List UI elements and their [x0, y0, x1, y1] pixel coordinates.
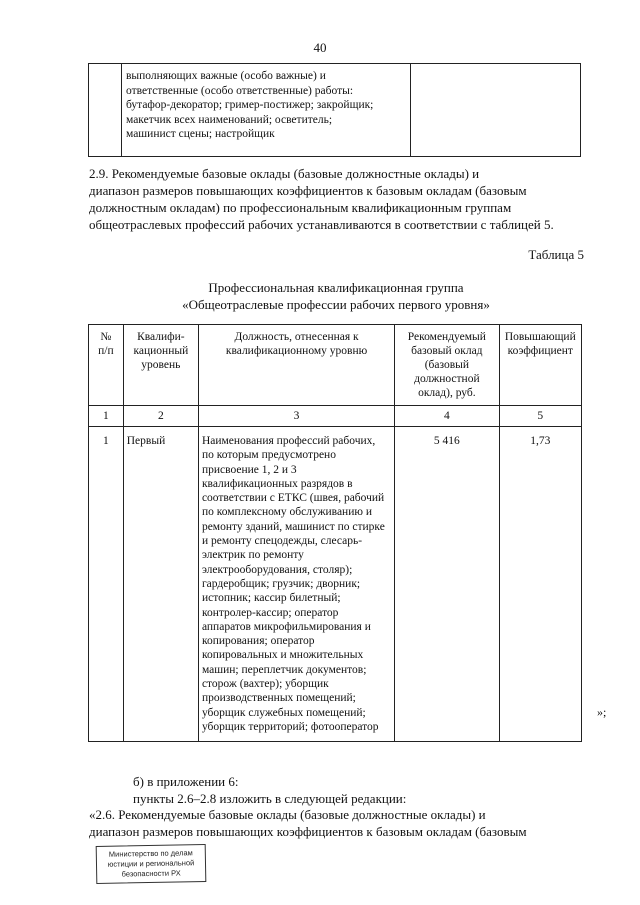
ministry-stamp: Министерство по делам юстиции и региональной безопасности РХ — [96, 844, 207, 884]
continued-row-text: выполняющих важные (особо важные) и ответственные (особо ответственные) работы: бутафор-декоратор; гример-постижер; закройщик; макетчик всех наименований; осветитель; машинист сцены; настройщик — [122, 64, 411, 157]
table-index-row — [89, 406, 582, 427]
row-num: 1 — [89, 427, 124, 742]
empty-cell — [89, 64, 122, 157]
empty-cell — [411, 64, 581, 157]
page-number: 40 — [313, 40, 327, 55]
row-salary: 5 416 — [395, 427, 499, 742]
group-title: Профессиональная квалификационная группа «Общеотраслевые профессии рабочих первого уровня» — [182, 280, 490, 312]
table-row — [89, 427, 582, 742]
header-num: № п/п — [89, 325, 124, 406]
row-coefficient: 1,73 — [499, 427, 581, 742]
row-level: Первый — [123, 427, 198, 742]
paragraph-6-a: б) в приложении 6: — [133, 774, 239, 789]
paragraph-2-6: «2.6. Рекомендуемые базовые оклады (базовые должностные оклады) и диапазон размеров повышающих коэффициентов к базовым окладам (базовым — [89, 807, 527, 839]
quote-end: »; — [597, 705, 607, 719]
header-position: Должность, отнесенная к квалификационному уровню — [198, 325, 394, 406]
index-cell: 5 — [499, 406, 581, 427]
row-position: Наименования профессий рабочих, по которым предусмотрено присвоение 1, 2 и 3 квалификационных разрядов в соответствии с ЕТКС (швея, рабочий по комплексному обслуживанию и ремонту зданий, машинист по стирке и ремонту спецодежды, слесарь- электрик по ремонту электрооборудования, столяр); гардеробщик; грузчик; дворник; истопник; кассир билетный; контролер-кассир; оператор аппаратов микрофильмирования и копирования; оператор копировальных и множительных машин; переплетчик документов; сторож (вахтер); уборщик производственных помещений; уборщик служебных помещений; уборщик территорий; фотооператор — [198, 427, 394, 742]
table-header-row — [89, 325, 582, 406]
qualification-table — [88, 324, 582, 742]
continued-table — [88, 63, 581, 157]
table-row — [89, 64, 581, 157]
header-salary: Рекомендуемый базовый оклад (базовый должностной оклад), руб. — [395, 325, 499, 406]
header-coefficient: Повышающий коэффициент — [499, 325, 581, 406]
index-cell: 2 — [123, 406, 198, 427]
paragraph-6-b: пункты 2.6–2.8 изложить в следующей редакции: — [133, 791, 407, 806]
index-cell: 1 — [89, 406, 124, 427]
index-cell: 4 — [395, 406, 499, 427]
paragraph-2-9: 2.9. Рекомендуемые базовые оклады (базовые должностные оклады) и диапазон размеров повышающих коэффициентов к базовым окладам (базовым должностным окладам) по профессиональным квалификационным группам общеотраслевых профессий рабочих устанавливаются в соответствии с таблицей 5. — [89, 166, 554, 232]
header-level: Квалифи- кационный уровень — [123, 325, 198, 406]
table-label: Таблица 5 — [528, 247, 584, 262]
index-cell: 3 — [198, 406, 394, 427]
